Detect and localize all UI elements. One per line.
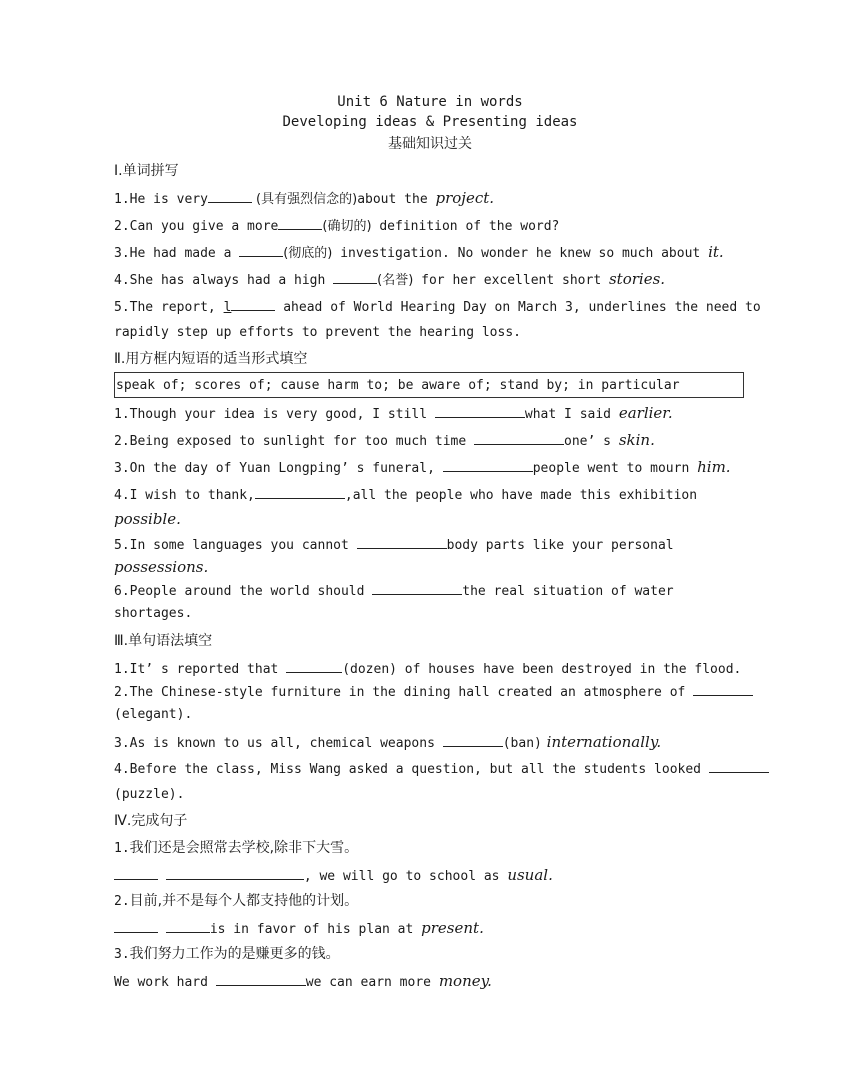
part2-question-1: 1.Though your idea is very good, I still what I said earlier.: [114, 404, 673, 422]
answer-blank[interactable]: [372, 581, 462, 595]
part3-question-4-cont: (puzzle).: [114, 787, 185, 802]
part2-question-3: 3.On the day of Yuan Longping’ s funeral, people went to mourn him.: [114, 458, 731, 476]
answer-blank[interactable]: [357, 535, 447, 549]
part3-question-1: 1.It’ s reported that (dozen) of houses have been destroyed in the flood.: [114, 659, 741, 679]
answer-blank[interactable]: [114, 866, 158, 880]
answer-blank[interactable]: [709, 759, 769, 773]
answer-blank[interactable]: [166, 919, 210, 933]
part2-question-4: 4.I wish to thank, ,all the people who have made this exhibition: [114, 485, 697, 505]
part4-answer-1: , we will go to school as usual.: [114, 866, 553, 886]
part1-question-5-cont: rapidly step up efforts to prevent the hearing loss.: [114, 325, 521, 340]
answer-blank[interactable]: [278, 216, 322, 230]
first-letter-hint: l: [223, 300, 232, 315]
unit-title: Unit 6 Nature in words: [337, 94, 523, 110]
answer-blank[interactable]: [166, 866, 304, 880]
lesson-subtitle: Developing ideas & Presenting ideas: [282, 114, 578, 130]
part4-heading: Ⅳ.完成句子: [114, 813, 188, 829]
part3-question-2-cont: (elegant).: [114, 707, 193, 722]
part4-answer-2: is in favor of his plan at present.: [114, 919, 484, 939]
answer-blank[interactable]: [239, 243, 283, 257]
section-title: 基础知识过关: [388, 136, 472, 152]
part1-question-4: 4.She has always had a high (名誉) for her excellent short stories.: [114, 270, 666, 288]
answer-blank[interactable]: [474, 431, 564, 445]
answer-blank[interactable]: [216, 972, 306, 986]
part1-question-2: 2.Can you give a more (确切的) definition of the word?: [114, 216, 559, 236]
answer-blank[interactable]: [693, 682, 753, 696]
part4-answer-3: We work hard we can earn more money.: [114, 972, 492, 990]
answer-blank[interactable]: [443, 458, 533, 472]
answer-blank[interactable]: [114, 919, 158, 933]
part1-question-3: 3.He had made a (彻底的) investigation. No wonder he knew so much about it.: [114, 243, 724, 261]
answer-blank[interactable]: [333, 270, 377, 284]
part1-question-5: 5.The report, l ahead of World Hearing Day on March 3, underlines the need to: [114, 297, 761, 317]
answer-blank[interactable]: [255, 485, 345, 499]
part4-question-2: 2.目前,并不是每个人都支持他的计划。: [114, 893, 359, 909]
answer-blank[interactable]: [208, 189, 252, 203]
part1-question-1: 1.He is very (具有强烈信念的)about the project.: [114, 189, 495, 207]
part2-question-4-cont: possible.: [114, 510, 181, 528]
part3-question-2: 2.The Chinese-style furniture in the dining hall created an atmosphere of: [114, 682, 753, 702]
part2-question-6-cont: shortages.: [114, 606, 193, 621]
part4-question-1: 1.我们还是会照常去学校,除非下大雪。: [114, 840, 359, 856]
phrase-box: [114, 372, 744, 398]
part3-question-4: 4.Before the class, Miss Wang asked a question, but all the students looked: [114, 759, 769, 779]
part1-heading: Ⅰ.单词拼写: [114, 163, 179, 179]
part3-heading: Ⅲ.单句语法填空: [114, 633, 213, 649]
part2-question-5-cont: possessions.: [114, 558, 209, 576]
part2-question-6: 6.People around the world should the real situation of water: [114, 581, 674, 601]
part3-question-3: 3.As is known to us all, chemical weapons (ban) internationally.: [114, 733, 662, 751]
phrase-box-text: speak of; scores of; cause harm to; be aware of; stand by; in particular: [116, 378, 680, 393]
answer-blank[interactable]: [435, 404, 525, 418]
answer-blank[interactable]: [443, 733, 503, 747]
part2-question-2: 2.Being exposed to sunlight for too much time one’ s skin.: [114, 431, 655, 449]
answer-blank[interactable]: [286, 659, 342, 673]
part2-question-5: 5.In some languages you cannot body parts like your personal: [114, 535, 674, 555]
part2-heading: Ⅱ.用方框内短语的适当形式填空: [114, 351, 308, 367]
part4-question-3: 3.我们努力工作为的是赚更多的钱。: [114, 946, 340, 962]
answer-blank[interactable]: [231, 297, 275, 311]
